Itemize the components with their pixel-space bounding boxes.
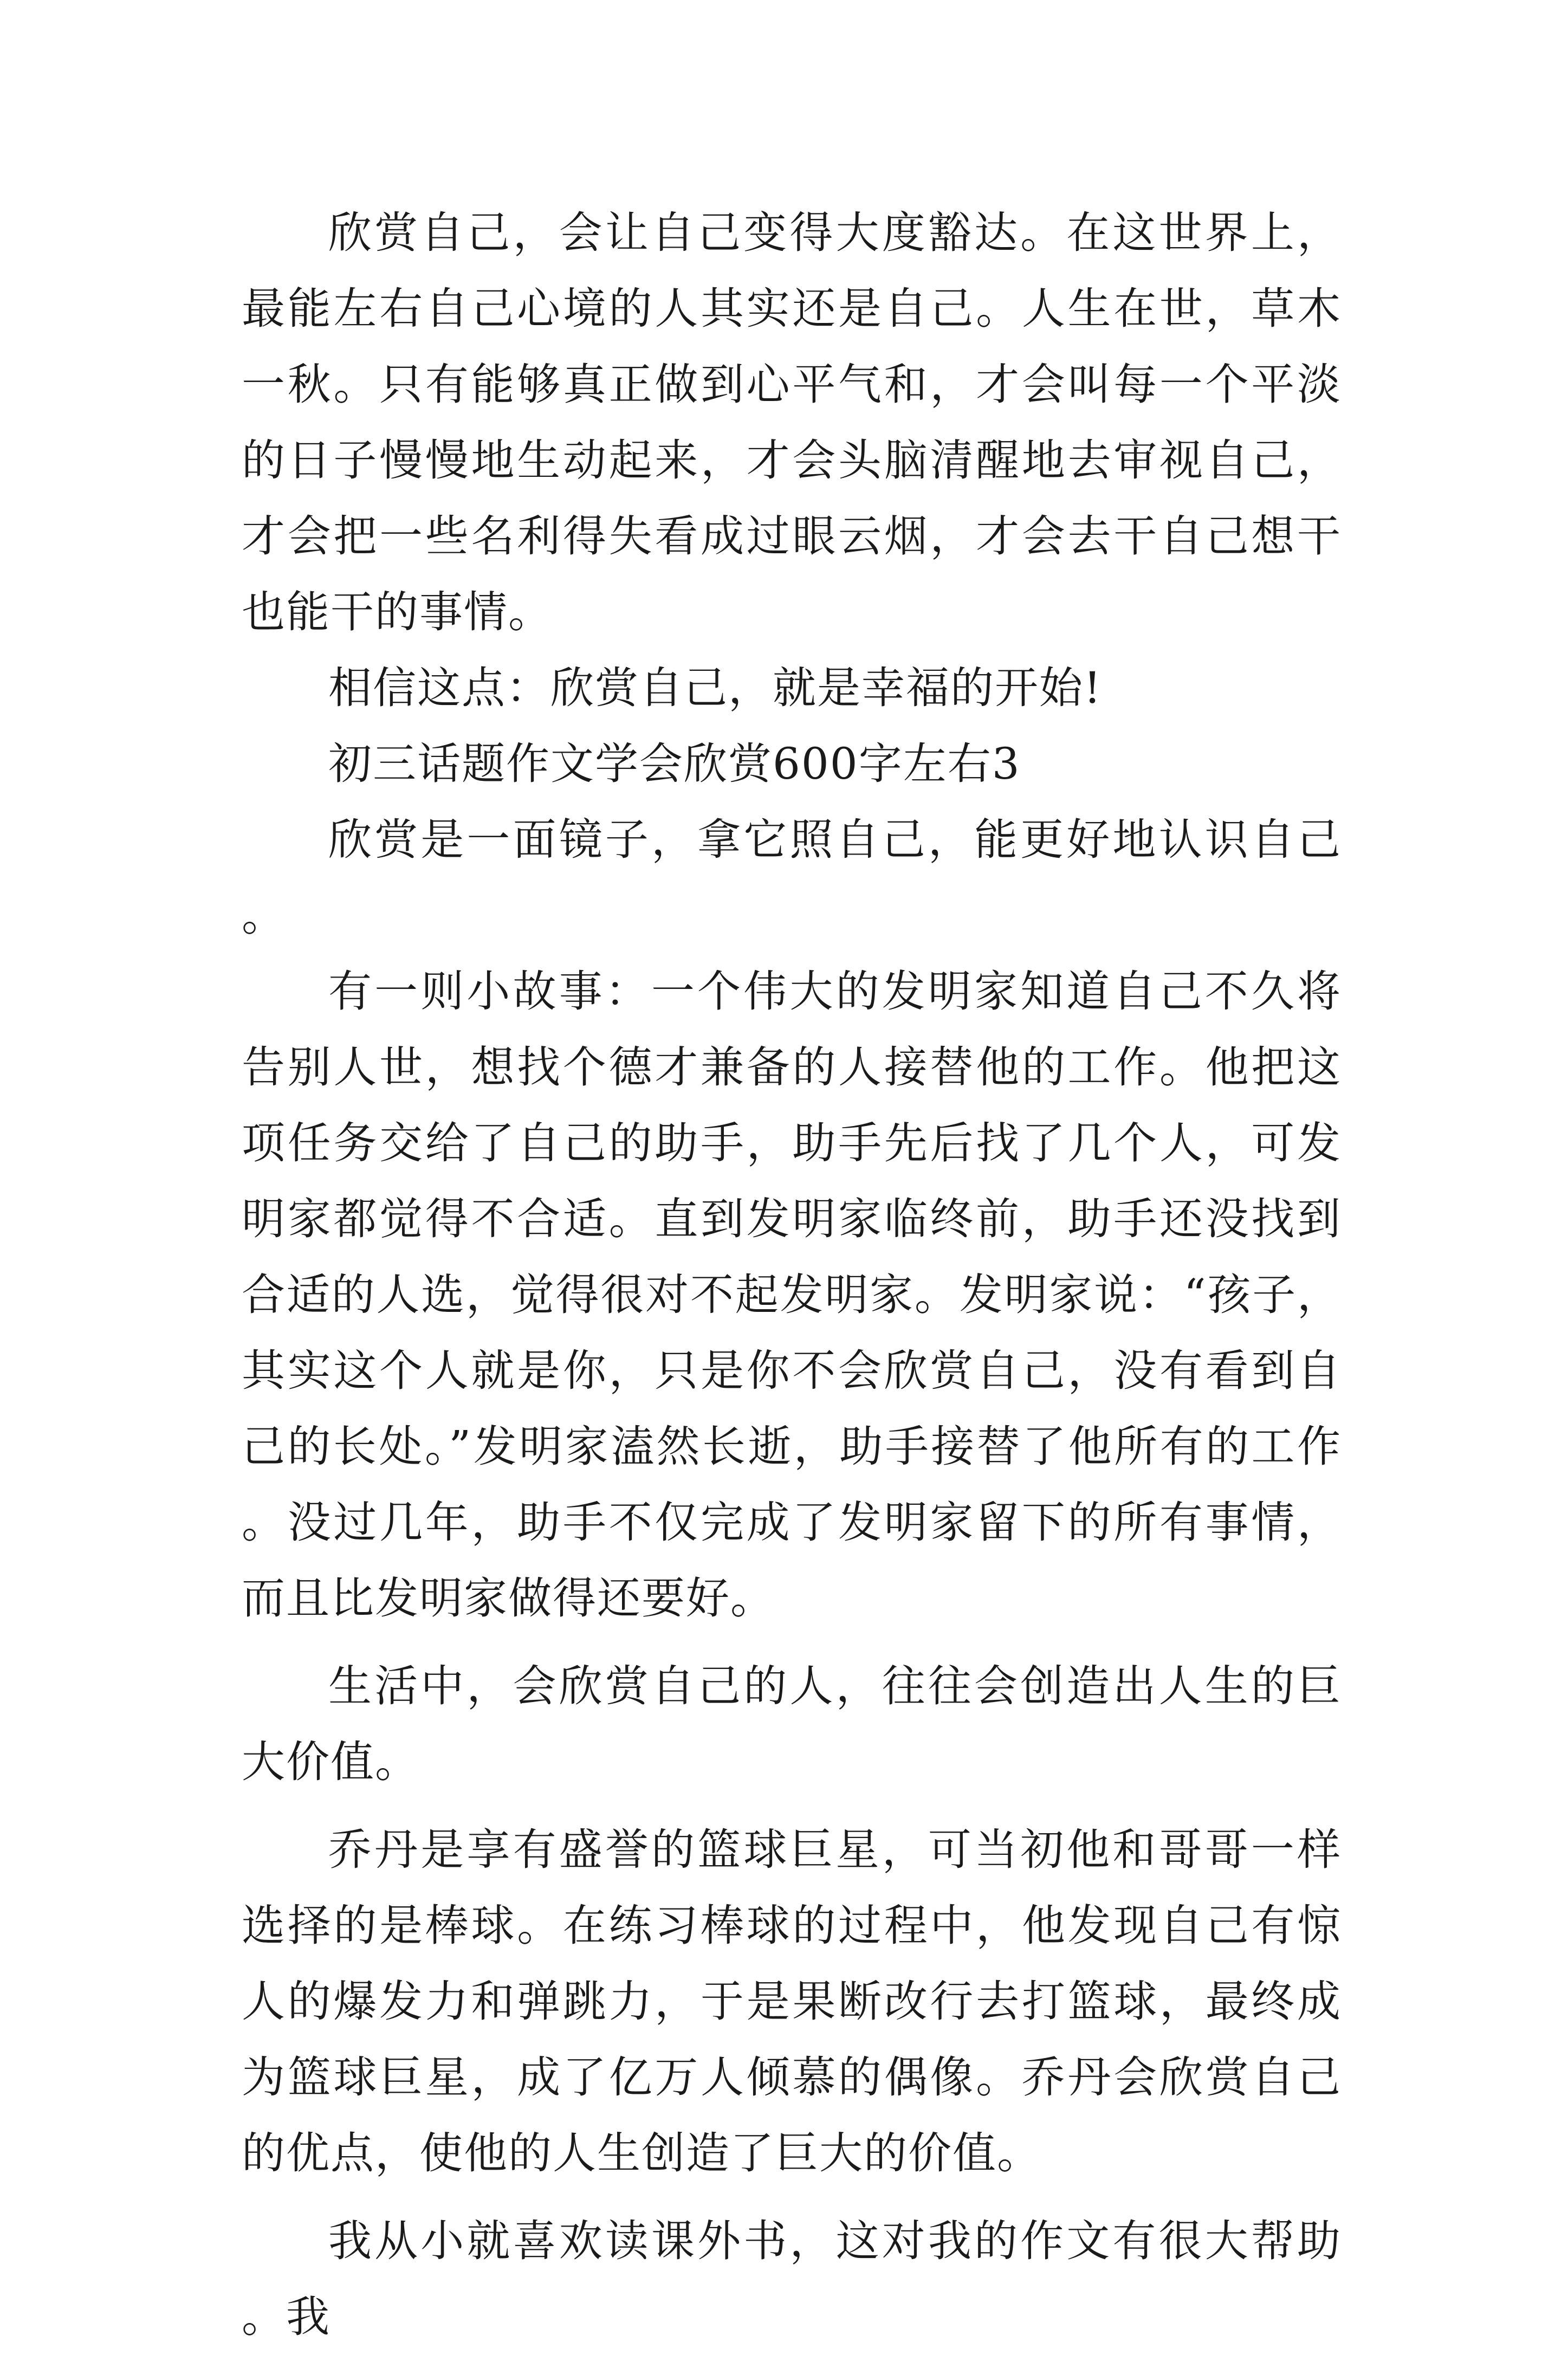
paragraph-appreciate-self: 欣赏自己，会让自己变得大度豁达。在这世界上，最能左右自己心境的人其实还是自己。人生在世，草木一秋。只有能够真正做到心平气和，才会叫每一个平淡的日子慢慢地生动起来，才会头脑清醒地去审视自己，才会把一些名利得失看成过眼云烟，才会去干自己想干也能干的事情。 bbox=[242, 208, 1342, 637]
paragraph-inventor-story: 有一则小故事：一个伟大的发明家知道自己不久将告别人世，想找个德才兼备的人接替他的工作。他把这项任务交给了自己的助手，助手先后找了几个人，可发明家都觉得不合适。直到发明家临终前，助手还没找到合适的人选，觉得很对不起发明家。发明家说：“孩子，其实这个人就是你，只是你不会欣赏自己，没有看到自己的长处。”发明家溘然长逝，助手接替了他所有的工作。没过几年，助手不仅完成了发明家留下的所有事情，而且比发明家做得还要好。 bbox=[242, 966, 1342, 1623]
paragraph-happiness-start: 相信这点：欣赏自己，就是幸福的开始! bbox=[328, 663, 1103, 713]
essay-title-3: 初三话题作文学会欣赏600字左右3 bbox=[328, 739, 1021, 789]
paragraph-reading: 我从小就喜欢读课外书，这对我的作文有很大帮助。我 bbox=[242, 2216, 1342, 2342]
paragraph-mirror: 欣赏是一面镜子，拿它照自己，能更好地认识自己。 bbox=[242, 814, 1342, 941]
document-body bbox=[242, 195, 1342, 2355]
paragraph-jordan: 乔丹是享有盛誉的篮球巨星，可当初他和哥哥一样选择的是棒球。在练习棒球的过程中，他发现自己有惊人的爆发力和弹跳力，于是果断改行去打篮球，最终成为篮球巨星，成了亿万人倾慕的偶像。乔丹会欣赏自己的优点，使他的人生创造了巨大的价值。 bbox=[242, 1825, 1342, 2178]
paragraph-life-value: 生活中，会欣赏自己的人，往往会创造出人生的巨大价值。 bbox=[242, 1661, 1342, 1787]
